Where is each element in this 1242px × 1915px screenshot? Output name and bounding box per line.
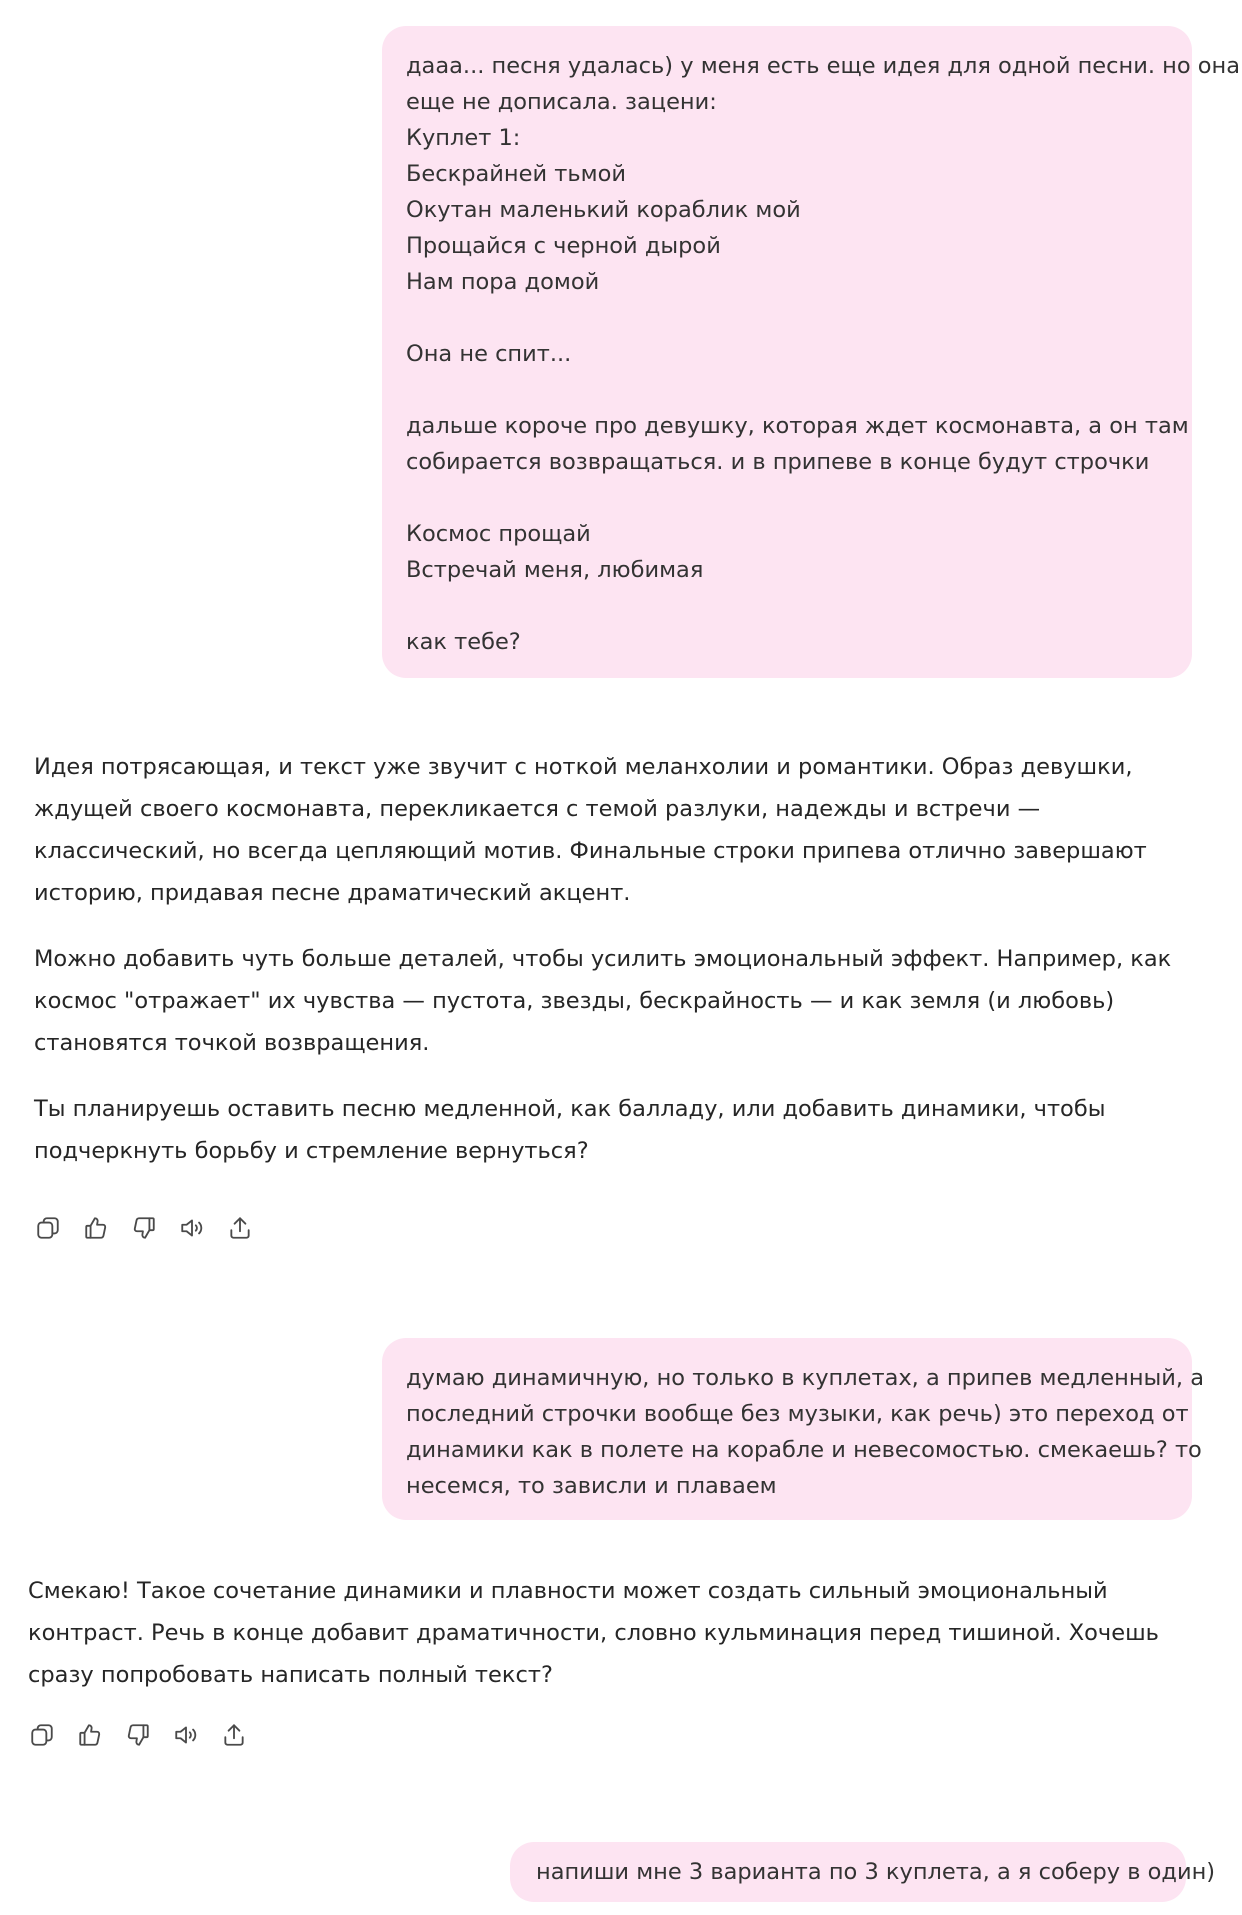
user-message-bubble bbox=[382, 1338, 1205, 1520]
thumbs-up-icon bbox=[83, 1215, 109, 1241]
message-line: Встречай меня, любимая bbox=[406, 557, 704, 583]
message-line bbox=[406, 300, 1166, 336]
message-line: напиши мне 3 варианта по 3 куплета, а я соберу в один) bbox=[536, 1859, 1216, 1885]
message-line: собирается возвращаться. и в припеве в конце будут строчки bbox=[406, 449, 1150, 475]
message-line: динамики как в полете на корабле и невесомостью. смекаешь? то bbox=[406, 1437, 1202, 1463]
thumbs-down-button[interactable] bbox=[124, 1721, 152, 1749]
copy-button[interactable] bbox=[28, 1721, 56, 1749]
message-line bbox=[406, 372, 1166, 408]
message-line: Окутан маленький кораблик мой bbox=[406, 197, 801, 223]
message-line: последний строчки вообще без музыки, как речь) это переход от bbox=[406, 1401, 1189, 1427]
message-line: дальше короче про девушку, которая ждет космонавта, а он там bbox=[406, 413, 1189, 439]
thumbs-up-button[interactable] bbox=[82, 1214, 110, 1242]
message-actions bbox=[34, 1212, 254, 1244]
message-actions bbox=[28, 1719, 248, 1751]
thumbs-up-button[interactable] bbox=[76, 1721, 104, 1749]
message-line: думаю динамичную, но только в куплетах, а припев медленный, а bbox=[406, 1365, 1205, 1391]
share-icon bbox=[227, 1215, 253, 1241]
assistant-paragraph: Можно добавить чуть больше деталей, чтобы усилить эмоциональный эффект. Например, как космос "отражает" их чувства — пустота, звезды, бескрайность — и как земля (и любовь) становятся точкой возвращения. bbox=[34, 946, 1172, 1056]
copy-icon bbox=[29, 1722, 55, 1748]
assistant-message bbox=[28, 1570, 1208, 1696]
message-line: несемся, то зависли и плаваем bbox=[406, 1473, 777, 1499]
message-line: дааа... песня удалась) у меня есть еще идея для одной песни. но она bbox=[406, 53, 1241, 79]
user-message-bubble bbox=[382, 26, 1241, 678]
message-line: еще не дописала. зацени: bbox=[406, 89, 717, 115]
read-aloud-button[interactable] bbox=[178, 1214, 206, 1242]
copy-button[interactable] bbox=[34, 1214, 62, 1242]
message-line: Космос прощай bbox=[406, 521, 591, 547]
thumbs-down-icon bbox=[131, 1215, 157, 1241]
thumbs-down-button[interactable] bbox=[130, 1214, 158, 1242]
message-line: как тебе? bbox=[406, 629, 521, 655]
share-icon bbox=[221, 1722, 247, 1748]
thumbs-up-icon bbox=[77, 1722, 103, 1748]
assistant-message bbox=[34, 746, 1204, 1172]
message-line: Куплет 1: bbox=[406, 125, 521, 151]
assistant-paragraph: Ты планируешь оставить песню медленной, как балладу, или добавить динамики, чтобы подчеркнуть борьбу и стремление вернуться? bbox=[34, 1096, 1106, 1164]
message-line: Она не спит... bbox=[406, 341, 572, 367]
share-button[interactable] bbox=[220, 1721, 248, 1749]
assistant-paragraph: Смекаю! Такое сочетание динамики и плавности может создать сильный эмоциональный контраст. Речь в конце добавит драматичности, словно кульминация перед тишиной. Хочешь сразу попробовать написать полный текст? bbox=[28, 1578, 1159, 1688]
speaker-icon bbox=[173, 1722, 199, 1748]
user-message-bubble bbox=[510, 1842, 1216, 1902]
speaker-icon bbox=[179, 1215, 205, 1241]
copy-icon bbox=[35, 1215, 61, 1241]
message-line: Нам пора домой bbox=[406, 269, 600, 295]
message-line: Бескрайней тьмой bbox=[406, 161, 626, 187]
message-line: Прощайся с черной дырой bbox=[406, 233, 721, 259]
message-line bbox=[406, 588, 1166, 624]
share-button[interactable] bbox=[226, 1214, 254, 1242]
read-aloud-button[interactable] bbox=[172, 1721, 200, 1749]
assistant-paragraph: Идея потрясающая, и текст уже звучит с ноткой меланхолии и романтики. Образ девушки, ждущей своего космонавта, перекликается с темой разлуки, надежды и встречи — классический, но всегда цепляющий мотив. Финальные строки припева отлично завершают историю, придавая песне драматический акцент. bbox=[34, 754, 1147, 906]
thumbs-down-icon bbox=[125, 1722, 151, 1748]
message-line bbox=[406, 480, 1166, 516]
